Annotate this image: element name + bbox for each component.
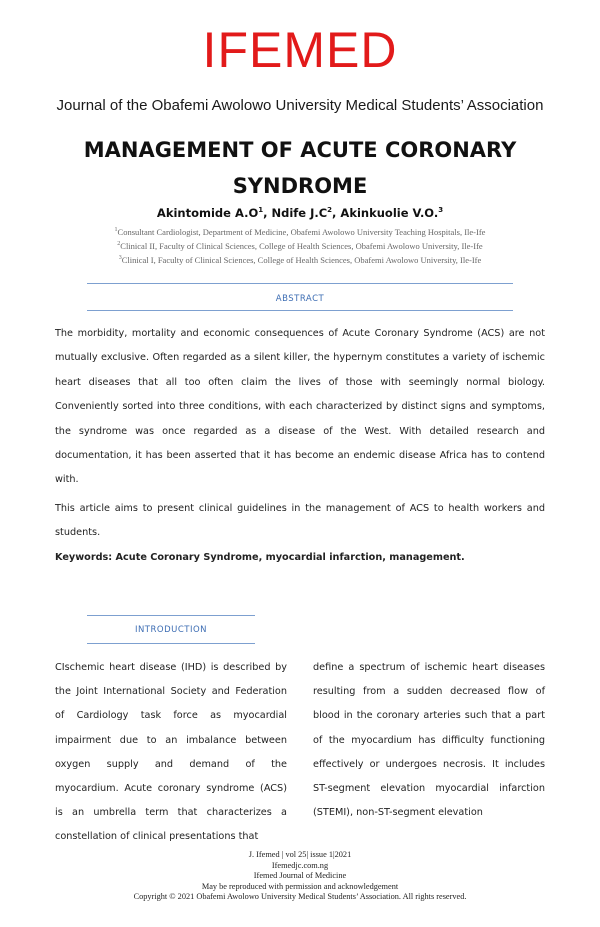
affiliation-text: Clinical II, Faculty of Clinical Sciences, College of Health Sciences, Obafemi Awolowo University, Ile-Ife [120, 240, 483, 251]
author-affiliation-marker: 1 [258, 206, 264, 215]
affiliation-marker: 1 [114, 227, 118, 233]
affiliation-line [0, 224, 600, 238]
affiliation-marker: 2 [117, 240, 121, 247]
affiliation-marker: 3 [118, 254, 122, 261]
abstract-bottom-rule [87, 310, 513, 311]
journal-name: Journal of the Obafemi Awolowo University Medical Students’ Association [56, 97, 544, 114]
author-list [0, 206, 600, 220]
footer-permission: May be reproduced with permission and acknowledgement [201, 881, 399, 891]
affiliations [0, 224, 600, 265]
abstract-paragraph: This article aims to present clinical guidelines in the management of ACS to health workers and students. [55, 503, 545, 539]
footer-publication: Ifemed Journal of Medicine [253, 871, 347, 881]
article-title: MANAGEMENT OF ACUTE CORONARY SYNDROME [83, 138, 517, 198]
author-affiliation-marker: 2 [327, 206, 333, 215]
footer-copyright: Copyright © 2021 Obafemi Awolowo University Medical Students’ Association. All rights reserved. [133, 892, 467, 902]
author-separator: , [332, 206, 341, 220]
affiliation-text: Consultant Cardiologist, Department of Medicine, Obafemi Awolowo University Teaching Hospitals, Ile-Ife [117, 226, 486, 237]
affiliation-line [0, 238, 600, 252]
abstract-top-rule [87, 283, 513, 284]
introduction-bottom-rule [87, 643, 255, 644]
author-name: Akintomide A.O [156, 206, 259, 220]
introduction-column-right: define a spectrum of ischemic heart diseases resulting from a sudden decreased flow of blood in the coronary arteries such that a part of the myocardium has difficulty functioning effectively or undergoes necrosis. It includes ST-segment elevation myocardial infarction (STEMI), non-ST-segment elevation [313, 662, 545, 819]
footer-website: Ifemedjc.com.ng [271, 860, 329, 870]
author-name: Akinkuolie V.O. [340, 206, 439, 220]
author-separator: , [263, 206, 272, 220]
page-footer [0, 850, 600, 903]
affiliation-text: Clinical I, Faculty of Clinical Sciences, College of Health Sciences, Obafemi Awolowo University, Ile-Ife [121, 254, 482, 265]
abstract-heading: ABSTRACT [275, 294, 325, 304]
keywords: Keywords: Acute Coronary Syndrome, myocardial infarction, management. [55, 552, 465, 563]
journal-masthead: IFEMED [202, 22, 398, 78]
footer-citation: J. Ifemed | vol 25| issue 1|2021 [248, 850, 352, 859]
introduction-heading: INTRODUCTION [134, 625, 208, 635]
affiliation-line [0, 252, 600, 266]
introduction-column-left: CIschemic heart disease (IHD) is described by the Joint International Society and Federation of Cardiology task force as myocardial impairment due to an imbalance between oxygen supply and demand of the myocardium. Acute coronary syndrome (ACS) is an umbrella term that characterizes a constellation of clinical presentations that [55, 662, 287, 843]
author-affiliation-marker: 3 [438, 206, 444, 215]
introduction-top-rule [87, 615, 255, 616]
abstract-paragraph: The morbidity, mortality and economic consequences of Acute Coronary Syndrome (ACS) are not mutually exclusive. Often regarded as a silent killer, the hypernym constitutes a variety of ischemic heart diseases that all too often claim the lives of those with seemingly normal biology. Conveniently sorted into three conditions, with each characterized by distinct signs and symptoms, the syndrome was once regarded as a disease of the West. With detailed research and documentation, it has been asserted that it has become an endemic disease Africa has to contend with. [55, 328, 545, 486]
author-name: Ndife J.C [271, 206, 328, 220]
